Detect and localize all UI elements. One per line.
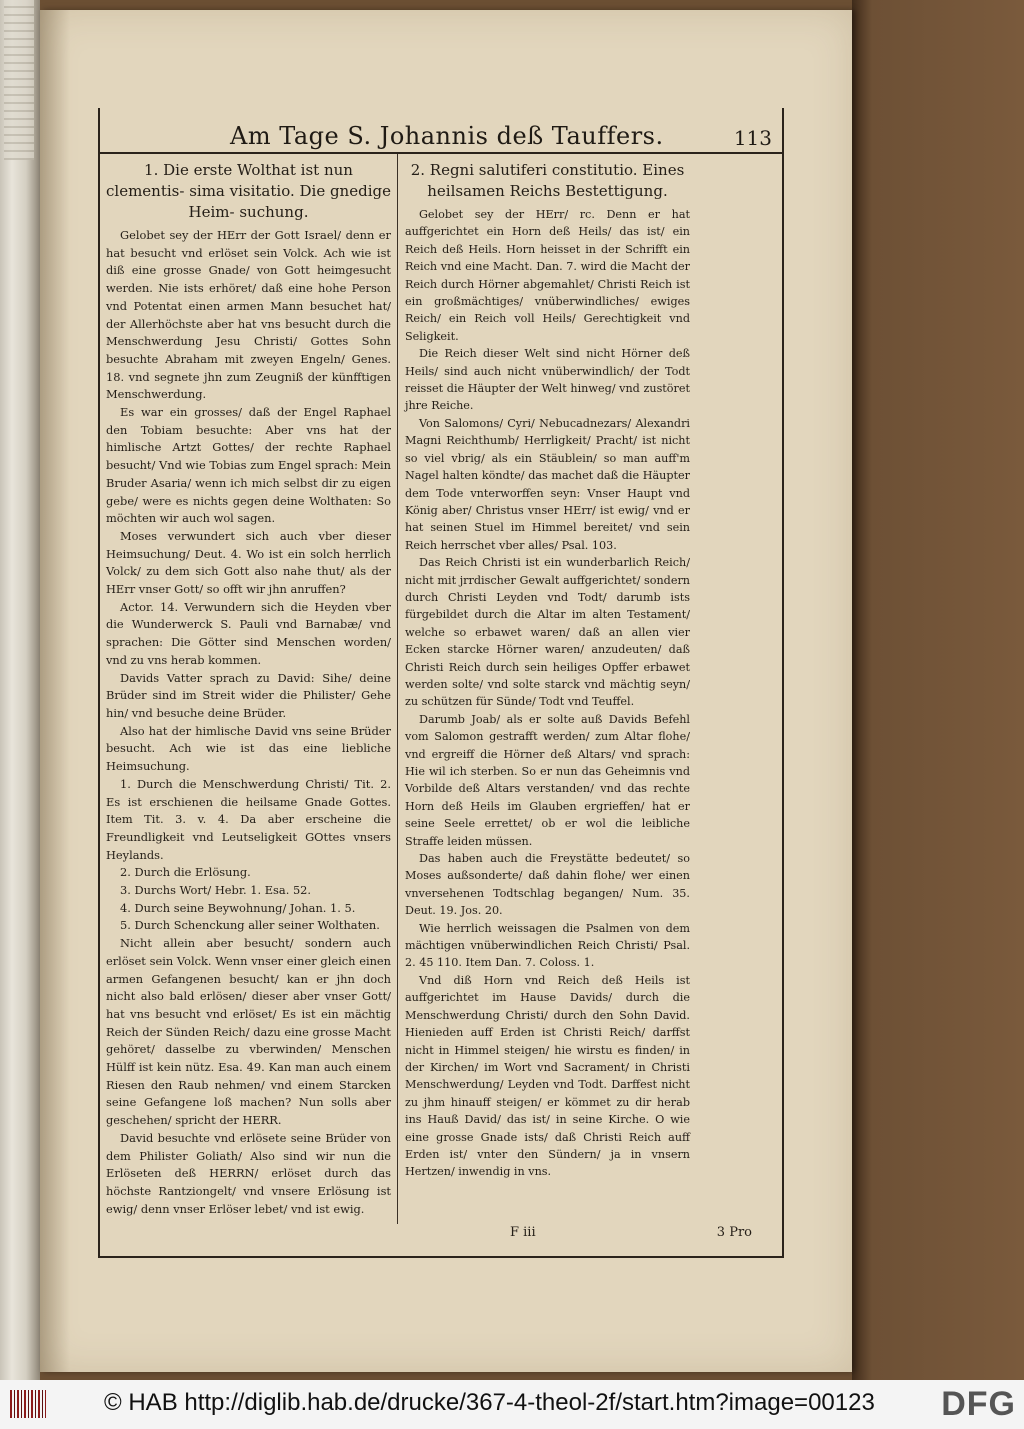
paragraph: Von Salomons/ Cyri/ Nebucadnezars/ Alexandri Magni Reichthumb/ Herrligkeit/ Pracht/ ist nicht so viel vbrig/ als ein Stäublein/ so man auff'm Nagel halten köndte/ das machet daß die Häupter dem Tode vnterworffen seyn: Vnser Haupt vnd König aber/ Christus vnser HErr/ ist ewig/ vnd er hat seinen Stuel im Himmel bereitet/ vnd sein Reich herrschet vber alles/ Psal. 103. <box>405 416 690 552</box>
paragraph: Gelobet sey der HErr/ rc. Denn er hat auffgerichtet ein Horn deß Heils/ das ist/ ein Reich deß Heils. Horn heisset in der Schrifft ein Reich vnd eine Macht. Dan. 7. wird die Macht der Reich durch Hörner abgemahlet/ Christi Reich ist ein großmächtiges/ vnüberwindliches/ ewiges Reich/ ein Reich voll Heils/ Gerechtigkeit vnd Seligkeit. <box>405 208 690 343</box>
running-head: Am Tage S. Johannis deß Tauffers. <box>230 122 664 150</box>
paragraph: Das Reich Christi ist ein wunderbarlich Reich/ nicht mit jrrdischer Gewalt auffgerichtet/ sondern durch Christi Leyden vnd Todt/ darumb ists fürgebildet durch die Altar im alten Testament/ welche so erbawet waren/ daß an allen vier Ecken starcke Hörner waren/ anzudeuten/ daß Christi Reich durch sein heiliges Opffer erbawet werden solte/ vnd solte starck vnd mächtig seyn/ zu schützen für Sünde/ Todt vnd Teuffel. <box>405 556 690 709</box>
paragraph: 2. Durch die Erlösung. <box>120 865 251 880</box>
page-number: 113 <box>733 126 772 150</box>
right-column <box>405 160 690 1181</box>
paragraph: 5. Durch Schenckung aller seiner Wolthaten. <box>120 918 380 933</box>
catchword: 3 Pro <box>716 1225 752 1240</box>
paragraph: Darumb Joab/ als er solte auß Davids Befehl vom Salomon gestrafft werden/ zum Altar flohe/ vnd ergreiff die Hörner deß Altars/ vnd sprach: Hie wil ich sterben. So er nun das Geheimnis vnd Vorbilde deß Altars verstanden/ vnd das rechte Horn deß Heils im Glauben ergrieffen/ hat er seine Seele errettet/ ob er wol die leibliche Straffe leiden müssen. <box>405 712 690 848</box>
book-page <box>40 10 852 1372</box>
paragraph: 3. Durchs Wort/ Hebr. 1. Esa. 52. <box>120 883 312 898</box>
left-column-body <box>106 227 391 1218</box>
paragraph: Moses verwundert sich auch vber dieser Heimsuchung/ Deut. 4. Wo ist ein solch herrlich Volck/ zu dem sich Gott also nahe thut/ als der HErr vnser Gott/ so offt wir jhn anruffen? <box>106 528 391 597</box>
paragraph: Die Reich dieser Welt sind nicht Hörner deß Heils/ sind auch nicht vnüberwindlich/ der Todt reisset die Häupter der Welt hinweg/ vnd zustöret jhre Reiche. <box>405 347 690 413</box>
column-divider <box>397 154 398 1224</box>
paragraph: 4. Durch seine Beywohnung/ Johan. 1. 5. <box>120 900 356 915</box>
signature-mark: F iii <box>510 1225 536 1240</box>
right-column-body <box>405 206 690 1181</box>
paragraph: Es war ein grosses/ daß der Engel Raphael den Tobiam besuchte: Aber vns hat der himlische Artzt Gottes/ der rechte Raphael besucht/ Vnd wie Tobias zum Engel sprach: Mein Bruder Asaria/ wenn ich mich selbst dir zu eigen gebe/ were es nichts gegen deine Wolthaten: So möchten wir auch wol sagen. <box>106 405 391 526</box>
library-logo-icon <box>10 1390 46 1418</box>
paragraph: Davids Vatter sprach zu David: Sihe/ deine Brüder sind im Streit wider die Philister/ Gehe hin/ vnd besuche deine Brüder. <box>106 670 391 720</box>
paragraph: Actor. 14. Verwundern sich die Heyden vber die Wunderwerck S. Pauli vnd Barnabæ/ vnd sprachen: Die Götter sind Menschen worden/ vnd zu vns herab kommen. <box>106 599 391 667</box>
paragraph: Also hat der himlische David vns seine Brüder besucht. Ach wie ist das eine liebliche Heimsuchung. <box>106 723 391 774</box>
paragraph: David besuchte vnd erlösete seine Brüder von dem Philister Goliath/ Also sind wir nun die Erlöseten deß HERRN/ erlöset durch das höchste Rantziongelt/ vnd vnsere Erlösung ist ewig/ denn vnser Erlöser lebet/ vnd ist ewig. <box>106 1130 391 1216</box>
right-column-heading: 2. Regni salutiferi constitutio. Eines heilsamen Reichs Bestettigung. <box>410 161 685 200</box>
copyright-url: © HAB http://diglib.hab.de/drucke/367-4-theol-2f/start.htm?image=00123 <box>104 1389 875 1416</box>
paragraph: Wie herrlich weissagen die Psalmen von dem mächtigen vnüberwindlichen Reich Christi/ Psal. 2. 45 110. Item Dan. 7. Coloss. 1. <box>405 921 690 970</box>
text-frame <box>98 108 784 1258</box>
binding-edge <box>0 0 40 1380</box>
viewer-footer <box>0 1380 1024 1429</box>
paragraph: Das haben auch die Freystätte bedeutet/ so Moses außsonderte/ daß dahin flohe/ wer einen vnversehenen Todtschlag begangen/ Num. 35. Deut. 19. Jos. 20. <box>405 852 690 918</box>
left-column <box>106 160 391 1218</box>
left-column-heading: 1. Die erste Wolthat ist nun clementis- sima visitatio. Die gnedige Heim- suchung. <box>106 161 391 221</box>
paragraph: Nicht allein aber besucht/ sondern auch erlöset sein Volck. Wenn vnser einer gleich einen armen Gefangenen besucht/ kan er jhn doch nicht also bald erlösen/ dieser aber vnser Gott/ hat vns besucht vnd erlöset/ Es ist ein mächtig Reich der Sünden Reich/ dazu eine grosse Macht gehöret/ dasselbe zu vberwinden/ Menschen Hülff ist kein nütz. Esa. 49. Kan man auch einem Riesen den Raub nehmen/ vnd einem Starcken seine Gefangene loß machen? Nun solls aber geschehen/ spricht der HERR. <box>106 936 391 1128</box>
paragraph: 1. Durch die Menschwerdung Christi/ Tit. 2. Es ist erschienen die heilsame Gnade Gottes. Item Tit. 3. v. 4. Da aber erscheine die Freundligkeit vnd Leutseligkeit GOttes vnsers Heylands. <box>106 776 391 862</box>
paragraph: Gelobet sey der HErr der Gott Israel/ denn er hat besucht vnd erlöset sein Volck. Ach wie ist diß eine grosse Gnade/ von Gott heimgesucht werden. Nie ists erhöret/ daß eine hohe Person vnd Potentat einen armen Mann besuchet hat/ der Allerhöchste aber hat vns besucht durch die Menschwerdung Jesu Christi/ Gottes Sohn besuchte Abraham mit zweyen Engeln/ Genes. 18. vnd segnete jhn zum Zeugniß der künfftigen Menschwerdung. <box>106 228 391 402</box>
paragraph: Vnd diß Horn vnd Reich deß Heils ist auffgerichtet im Hause Davids/ durch die Menschwerdung Christi/ durch den Sohn David. Hienieden auff Erden ist Christi Reich/ darffst nicht in Himmel steigen/ hie wirstu es finden/ in der Kirchen/ im Wort vnd Sacrament/ in Christi Menschwerdung/ Leyden vnd Todt. Darffest nicht zu jhm hinauff steigen/ er kömmet zu dir herab ins Hauß David/ das ist/ in seine Kirche. O wie eine grosse Gnade ists/ daß Christi Reich auff Erden ist/ vnter den Sündern/ ja in vnsern Hertzen/ inwendig in vns. <box>405 973 690 1179</box>
dfg-logo: DFG <box>941 1385 1016 1423</box>
book-cover-edge <box>852 0 1024 1380</box>
